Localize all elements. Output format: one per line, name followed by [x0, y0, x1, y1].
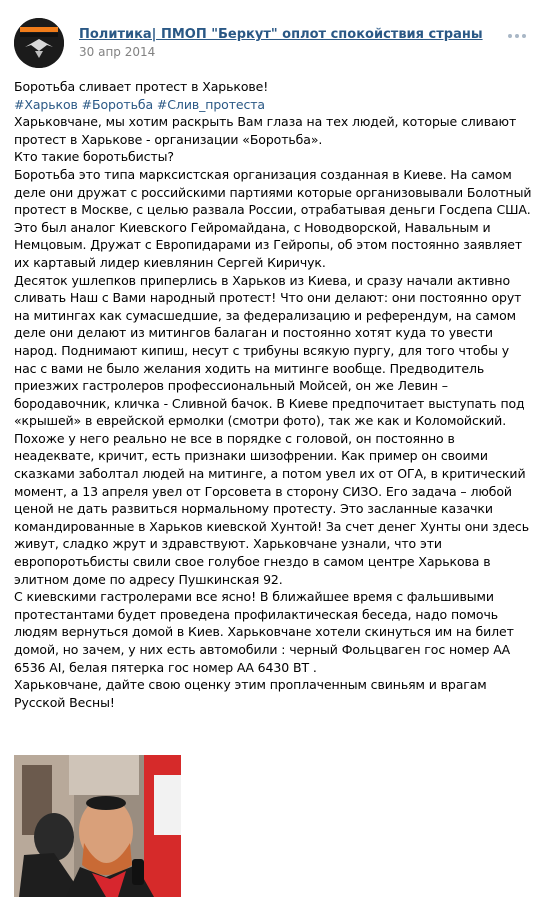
post-photo[interactable] [14, 755, 181, 897]
post-title: Боротьба сливает протест в Харькове! [14, 79, 269, 94]
hashtag-link[interactable]: #Боротьба [81, 96, 154, 112]
group-avatar[interactable] [14, 18, 64, 68]
ellipsis-icon [515, 34, 519, 38]
post-paragraph: Боротьба это типа марксистская организация созданная в Киеве. На самом деле они дружат с российскими партиями которые организовывали Болотный протест в Москве, с целью развала России, отрабатывая деньги Госдепа США. Это был аналог Киевского Гейромайдана, с Новодворской, Навальным и Немцовым. Дружат с Европидарами из Гейропы, об этом постоянно заявляет их картавый лидер киевлянин Сергей Киричук. [14, 166, 532, 270]
post-paragraph: Кто такие боротьбисты? [14, 149, 174, 165]
post-paragraph: Десяток ушлепков приперлись в Харьков из Киева, и сразу начали активно сливать Наш с Вами народный протест! Что они делают: они постоянно орут на митингах как сумасшедшие, за федерализацию и референдум, на самом деле они делают из митингов балаган и постоянно хотят куда то увести народ. Поднимают кипиш, несут с трибуны всякую пургу, для того чтобы у нас с вами не было желания ходить на митинге вообще. Предводитель приезжих гастролеров профессиональный Мойсей, он же Левин – бородавочник, кличка - Сливной бачок. В Киеве предпочитает выступать под «крышей» в еврейской ермолки (смотри фото), так же как и Коломойский. Похоже у него реально не все в порядке с головой, он постоянно в неадеквате, кричит, есть признаки шизофрении. Как пример он своими сказками заболтал людей на митинге, а потом увел их от ОГА, в критический момент, а 13 апреля увел от Горсовета в сторону СИЗО. Его задача – любой ценой не дать развиться нормальному протесту. Это засланные казачки командированные в Харьков киевской Хунтой! За счет денег Хунты они здесь живут, сладко жрут и здравствуют. Харьковчане узнали, что эти европоротьбисты свили свое голубое гнездо в самом центре Харькова в элитном доме по адресу Пушкинская 92. [14, 272, 529, 587]
ellipsis-icon [522, 34, 526, 38]
post-paragraph: С киевскими гастролерами все ясно! В ближайшее время с фальшивыми протестантами будет проведена профилактическая беседа, надо помочь людям вернуться домой в Киев. Харьковчане хотели скинуться им на билет домой, но зачем, у них есть автомобили : черный Фольцваген гос номер АА 6536 АІ, белая пятерка гос номер АА 6430 ВТ . [14, 589, 514, 675]
post-photo-image [14, 755, 181, 897]
post-header [0, 0, 544, 78]
hashtag-link[interactable]: #Слив_протеста [156, 96, 265, 112]
ellipsis-icon [508, 34, 512, 38]
more-options-button[interactable] [507, 29, 527, 43]
hashtag-list [14, 96, 534, 114]
post-paragraph: Харьковчане, дайте свою оценку этим проплаченным свиньям и врагам Русской Весны! [14, 677, 487, 710]
hashtag-link[interactable]: #Харьков [14, 96, 78, 112]
post-date[interactable]: 30 апр 2014 [79, 45, 156, 59]
group-avatar-logo [14, 18, 64, 68]
post-body [14, 78, 534, 711]
group-name-link[interactable]: Политика| ПМОП "Беркут" оплот спокойствия страны [79, 27, 483, 42]
post-paragraph: Харьковчане, мы хотим раскрыть Вам глаза на тех людей, которые сливают протест в Харькове - организации «Боротьба». [14, 114, 517, 147]
